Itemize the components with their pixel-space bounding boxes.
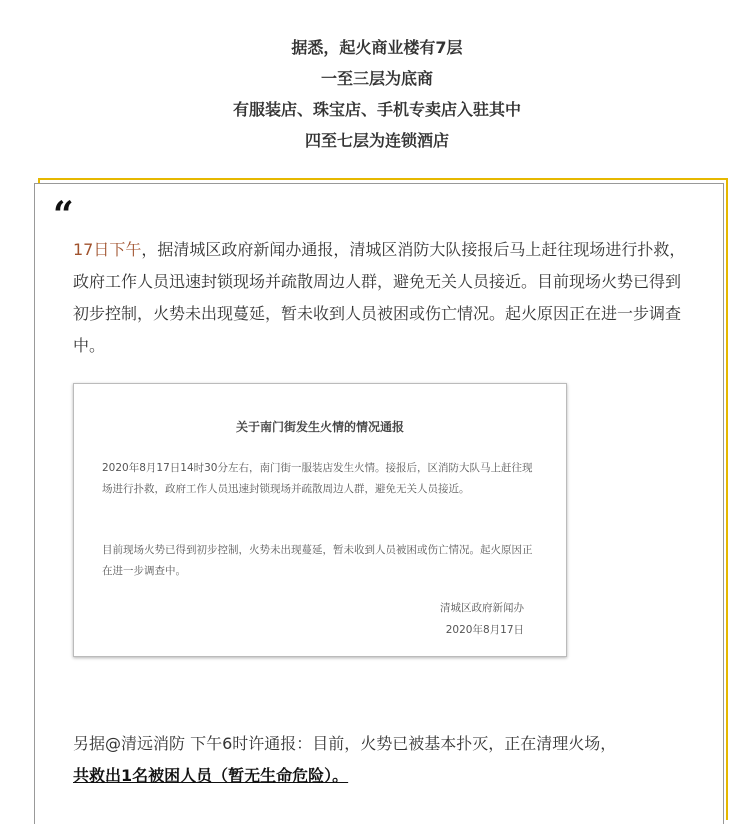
paragraph-text: 另据@清远消防 下午6时许通报：目前，火势已被基本扑灭，正在清理火场，: [73, 734, 617, 753]
notice-body-2: 目前现场火势已得到初步控制，火势未出现蔓延，暂未收到人员被困或伤亡情况。起火原因正在进一步调查中。: [102, 544, 533, 577]
notice-image: [73, 383, 567, 657]
emphasis-text: 共救出1名被困人员（暂无生命危险）。: [73, 766, 349, 785]
heading-line: 四至七层为连锁酒店: [304, 131, 449, 150]
paragraph-2: [73, 728, 693, 792]
date-highlight: 17日下午: [73, 240, 142, 259]
quote-mark-icon: “: [53, 194, 74, 236]
paragraph-text: ，据清城区政府新闻办通报，清城区消防大队接报后马上赶往现场进行扑救，政府工作人员迅速封锁现场并疏散周边人群，避免无关人员接近。目前现场火势已得到初步控制，火势未出现蔓延，暂未收到人员被困或伤亡情况。起火原因正在进一步调查中。: [73, 240, 686, 355]
quote-box: [34, 183, 724, 824]
notice-title: 关于南门街发生火情的情况通报: [235, 420, 404, 434]
heading-line: 一至三层为底商: [320, 69, 433, 88]
heading-line: 据悉，起火商业楼有7层: [291, 38, 463, 57]
paragraph-1: [73, 234, 693, 362]
notice-signature: 清城区政府新闻办: [440, 602, 524, 614]
heading-line: 有服装店、珠宝店、手机专卖店入驻其中: [232, 100, 521, 119]
notice-body-1: 2020年8月17日14时30分左右，南门街一服装店发生火情。接报后，区消防大队马上赶往现场进行扑救，政府工作人员迅速封锁现场并疏散周边人群，避免无关人员接近。: [102, 462, 533, 495]
notice-date: 2020年8月17日: [445, 624, 524, 636]
headings: [0, 32, 754, 156]
